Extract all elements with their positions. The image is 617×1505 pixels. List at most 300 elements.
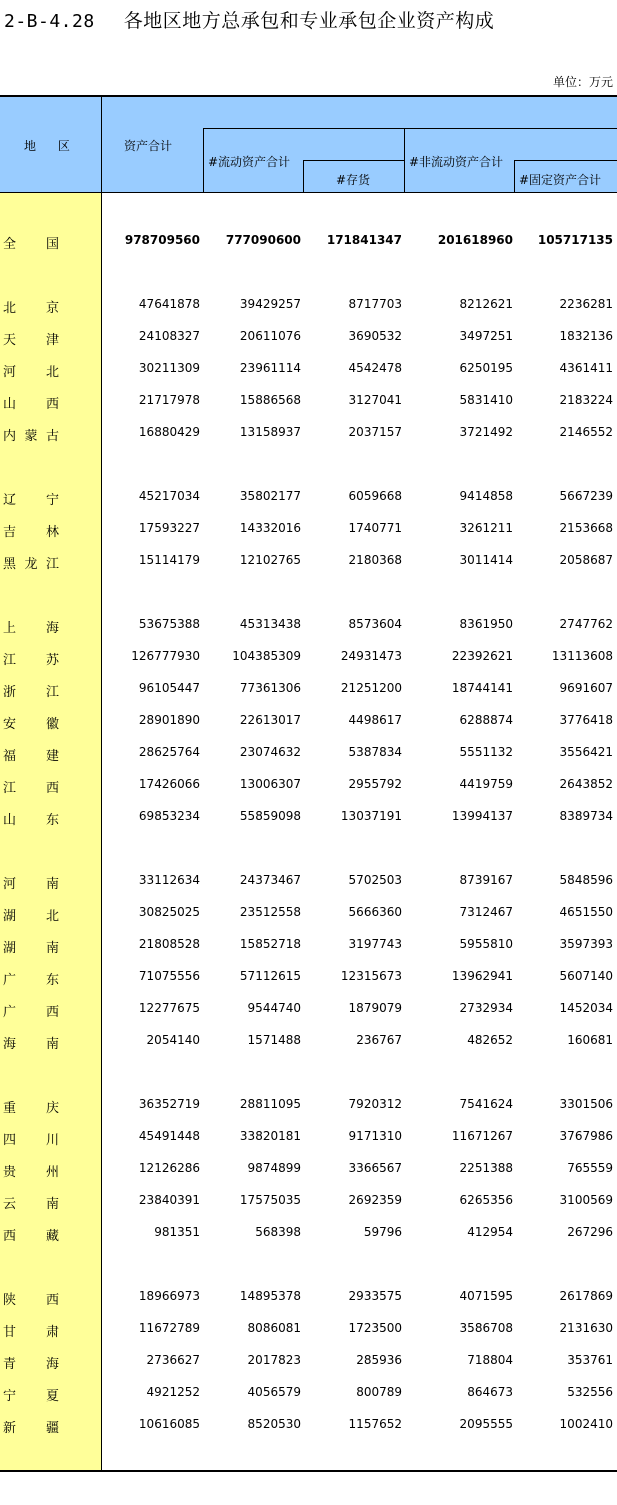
current-assets-cell: 23961114 [239, 361, 301, 375]
region-name [3, 809, 59, 828]
region-name [3, 713, 59, 732]
region-char: 河 [3, 365, 17, 380]
inventory-cell: 2037157 [348, 425, 402, 439]
inventory-cell: 1157652 [348, 1417, 402, 1431]
header-current-assets: #流动资产合计 [208, 155, 291, 169]
current-assets-cell: 568398 [255, 1225, 301, 1239]
noncurrent-assets-cell: 18744141 [451, 681, 513, 695]
region-char: 东 [45, 813, 59, 828]
table-code: 2-B-4.28 [4, 11, 95, 32]
noncurrent-assets-cell: 5551132 [459, 745, 513, 759]
table-row [0, 937, 617, 957]
header-divider [514, 160, 515, 192]
inventory-cell: 4542478 [348, 361, 402, 375]
region-char: 云 [3, 1197, 17, 1212]
region-char: 川 [45, 1133, 59, 1148]
table-row [0, 1033, 617, 1053]
current-assets-cell: 15852718 [239, 937, 301, 951]
current-assets-cell: 39429257 [239, 297, 301, 311]
region-char: 内 [3, 429, 17, 444]
region-char: 重 [3, 1101, 17, 1116]
current-assets-cell: 22613017 [239, 713, 301, 727]
region-char: 陕 [3, 1293, 17, 1308]
fixed-assets-cell: 353761 [567, 1353, 613, 1367]
region-name [3, 777, 59, 796]
fixed-assets-cell: 5607140 [559, 969, 613, 983]
current-assets-cell: 23512558 [239, 905, 301, 919]
region-char: 南 [45, 941, 59, 956]
region-char: 北 [3, 301, 17, 316]
region-char: 宁 [45, 493, 59, 508]
total-assets-cell: 45217034 [138, 489, 200, 503]
total-assets-cell: 15114179 [138, 553, 200, 567]
region-name [3, 1417, 59, 1436]
fixed-assets-cell: 765559 [567, 1161, 613, 1175]
noncurrent-assets-cell: 3721492 [459, 425, 513, 439]
table-row [0, 553, 617, 573]
region-name [3, 969, 59, 988]
table-row [0, 649, 617, 669]
inventory-cell: 2692359 [348, 1193, 402, 1207]
inventory-cell: 3127041 [348, 393, 402, 407]
table-row [0, 297, 617, 317]
total-assets-cell: 30211309 [138, 361, 200, 375]
header-fixed-assets: #固定资产合计 [519, 173, 602, 187]
table-row [0, 1193, 617, 1213]
region-char: 甘 [3, 1325, 17, 1340]
inventory-cell: 9171310 [348, 1129, 402, 1143]
fixed-assets-cell: 3100569 [559, 1193, 613, 1207]
region-char: 肃 [45, 1325, 59, 1340]
region-name [3, 297, 59, 316]
inventory-cell: 3197743 [348, 937, 402, 951]
total-assets-cell: 28901890 [138, 713, 200, 727]
bottom-border [0, 1470, 617, 1472]
current-assets-cell: 8086081 [247, 1321, 301, 1335]
current-assets-cell: 45313438 [239, 617, 301, 631]
region-char: 南 [45, 1197, 59, 1212]
fixed-assets-cell: 2643852 [559, 777, 613, 791]
current-assets-cell: 2017823 [247, 1353, 301, 1367]
inventory-cell: 13037191 [340, 809, 402, 823]
region-char: 龙 [24, 557, 38, 572]
current-assets-cell: 57112615 [239, 969, 301, 983]
current-assets-cell: 13006307 [239, 777, 301, 791]
total-assets-cell: 23840391 [138, 1193, 200, 1207]
table-row [0, 809, 617, 829]
inventory-cell: 12315673 [340, 969, 402, 983]
region-char: 林 [45, 525, 59, 540]
fixed-assets-cell: 3301506 [559, 1097, 613, 1111]
inventory-cell: 236767 [356, 1033, 402, 1047]
header-noncurrent-assets: #非流动资产合计 [409, 155, 504, 169]
region-char: 南 [45, 1037, 59, 1052]
header-divider [203, 128, 204, 192]
total-assets-cell: 11672789 [138, 1321, 200, 1335]
total-assets-cell: 71075556 [138, 969, 200, 983]
current-assets-cell: 9544740 [247, 1001, 301, 1015]
current-assets-cell: 28811095 [239, 1097, 301, 1111]
noncurrent-assets-cell: 201618960 [437, 233, 513, 247]
current-assets-cell: 9874899 [247, 1161, 301, 1175]
region-name [3, 1385, 59, 1404]
region-char: 北 [45, 909, 59, 924]
current-assets-cell: 4056579 [247, 1385, 301, 1399]
region-name [3, 1321, 59, 1340]
region-name [3, 1289, 59, 1308]
region-name [3, 745, 59, 764]
region-char: 吉 [3, 525, 17, 540]
fixed-assets-cell: 2058687 [559, 553, 613, 567]
inventory-cell: 2180368 [348, 553, 402, 567]
region-name [3, 681, 59, 700]
fixed-assets-cell: 13113608 [551, 649, 613, 663]
region-char: 西 [45, 781, 59, 796]
noncurrent-assets-cell: 482652 [467, 1033, 513, 1047]
total-assets-cell: 2054140 [146, 1033, 200, 1047]
table-row [0, 1129, 617, 1149]
noncurrent-assets-cell: 864673 [467, 1385, 513, 1399]
fixed-assets-cell: 2617869 [559, 1289, 613, 1303]
noncurrent-assets-cell: 9414858 [459, 489, 513, 503]
inventory-cell: 285936 [356, 1353, 402, 1367]
fixed-assets-cell: 3776418 [559, 713, 613, 727]
current-assets-cell: 14895378 [239, 1289, 301, 1303]
noncurrent-assets-cell: 7312467 [459, 905, 513, 919]
noncurrent-assets-cell: 3011414 [459, 553, 513, 567]
top-border [0, 95, 617, 97]
region-name [3, 617, 59, 636]
noncurrent-assets-cell: 4071595 [459, 1289, 513, 1303]
fixed-assets-cell: 105717135 [537, 233, 613, 247]
region-name [3, 1161, 59, 1180]
header-divider [514, 160, 617, 161]
region-char: 江 [3, 653, 17, 668]
region-char: 安 [3, 717, 17, 732]
region-name [3, 489, 59, 508]
fixed-assets-cell: 4651550 [559, 905, 613, 919]
region-char: 辽 [3, 493, 17, 508]
noncurrent-assets-cell: 7541624 [459, 1097, 513, 1111]
inventory-cell: 5702503 [348, 873, 402, 887]
region-char: 南 [45, 877, 59, 892]
current-assets-cell: 20611076 [239, 329, 301, 343]
region-char: 江 [45, 557, 59, 572]
fixed-assets-cell: 2236281 [559, 297, 613, 311]
region-char: 上 [3, 621, 17, 636]
fixed-assets-cell: 2153668 [559, 521, 613, 535]
inventory-cell: 5387834 [348, 745, 402, 759]
total-assets-cell: 45491448 [138, 1129, 200, 1143]
region-char: 四 [3, 1133, 17, 1148]
region-char: 湖 [3, 909, 17, 924]
header-divider [203, 128, 617, 129]
noncurrent-assets-cell: 8739167 [459, 873, 513, 887]
inventory-cell: 8717703 [348, 297, 402, 311]
current-assets-cell: 1571488 [247, 1033, 301, 1047]
noncurrent-assets-cell: 5955810 [459, 937, 513, 951]
noncurrent-assets-cell: 718804 [467, 1353, 513, 1367]
region-char: 山 [3, 397, 17, 412]
fixed-assets-cell: 2183224 [559, 393, 613, 407]
total-assets-cell: 12126286 [138, 1161, 200, 1175]
table-row-total [0, 233, 617, 253]
table-row [0, 1417, 617, 1437]
region-char: 海 [45, 621, 59, 636]
total-assets-cell: 4921252 [146, 1385, 200, 1399]
fixed-assets-cell: 3767986 [559, 1129, 613, 1143]
inventory-cell: 1879079 [348, 1001, 402, 1015]
current-assets-cell: 77361306 [239, 681, 301, 695]
noncurrent-assets-cell: 3261211 [459, 521, 513, 535]
noncurrent-assets-cell: 3497251 [459, 329, 513, 343]
inventory-cell: 24931473 [340, 649, 402, 663]
current-assets-cell: 15886568 [239, 393, 301, 407]
region-name [3, 425, 59, 444]
region-char: 海 [45, 1357, 59, 1372]
noncurrent-assets-cell: 3586708 [459, 1321, 513, 1335]
current-assets-cell: 14332016 [239, 521, 301, 535]
table-row [0, 905, 617, 925]
fixed-assets-cell: 1452034 [559, 1001, 613, 1015]
noncurrent-assets-cell: 5831410 [459, 393, 513, 407]
table-row [0, 1289, 617, 1309]
fixed-assets-cell: 3556421 [559, 745, 613, 759]
fixed-assets-cell: 2747762 [559, 617, 613, 631]
inventory-cell: 2955792 [348, 777, 402, 791]
total-assets-cell: 12277675 [138, 1001, 200, 1015]
region-name [3, 361, 59, 380]
table-row [0, 329, 617, 349]
table-row [0, 777, 617, 797]
total-assets-cell: 16880429 [138, 425, 200, 439]
fixed-assets-cell: 2146552 [559, 425, 613, 439]
region-name [3, 1001, 59, 1020]
current-assets-cell: 17575035 [239, 1193, 301, 1207]
total-assets-cell: 2736627 [146, 1353, 200, 1367]
inventory-cell: 8573604 [348, 617, 402, 631]
table-row [0, 1161, 617, 1181]
total-assets-cell: 53675388 [138, 617, 200, 631]
total-assets-cell: 69853234 [138, 809, 200, 823]
fixed-assets-cell: 5667239 [559, 489, 613, 503]
total-assets-cell: 126777930 [131, 649, 200, 663]
table-row [0, 425, 617, 445]
region-name [3, 1129, 59, 1148]
inventory-cell: 3690532 [348, 329, 402, 343]
region-char: 河 [3, 877, 17, 892]
region-name [3, 1097, 59, 1116]
total-assets-cell: 18966973 [138, 1289, 200, 1303]
region-char: 津 [45, 333, 59, 348]
total-assets-cell: 17426066 [138, 777, 200, 791]
inventory-cell: 800789 [356, 1385, 402, 1399]
total-assets-cell: 10616085 [138, 1417, 200, 1431]
inventory-cell: 7920312 [348, 1097, 402, 1111]
current-assets-cell: 12102765 [239, 553, 301, 567]
region-char: 山 [3, 813, 17, 828]
region-char: 庆 [45, 1101, 59, 1116]
fixed-assets-cell: 8389734 [559, 809, 613, 823]
table-row [0, 681, 617, 701]
current-assets-cell: 777090600 [225, 233, 301, 247]
fixed-assets-cell: 532556 [567, 1385, 613, 1399]
region-name [3, 521, 59, 540]
fixed-assets-cell: 4361411 [559, 361, 613, 375]
table-row [0, 1097, 617, 1117]
current-assets-cell: 33820181 [239, 1129, 301, 1143]
region-char: 海 [3, 1037, 17, 1052]
region-char: 疆 [45, 1421, 59, 1436]
region-char: 全 [3, 237, 17, 252]
header-total-assets: 资产合计 [124, 139, 173, 153]
noncurrent-assets-cell: 4419759 [459, 777, 513, 791]
region-char: 古 [45, 429, 59, 444]
current-assets-cell: 55859098 [239, 809, 301, 823]
region-char: 西 [45, 1293, 59, 1308]
total-assets-cell: 21717978 [138, 393, 200, 407]
region-name [3, 1353, 59, 1372]
region-char: 广 [3, 1005, 17, 1020]
table-row [0, 1001, 617, 1021]
noncurrent-assets-cell: 22392621 [451, 649, 513, 663]
noncurrent-assets-cell: 2095555 [459, 1417, 513, 1431]
inventory-cell: 5666360 [348, 905, 402, 919]
region-name [3, 905, 59, 924]
current-assets-cell: 24373467 [239, 873, 301, 887]
region-char: 宁 [3, 1389, 17, 1404]
region-char: 国 [45, 237, 59, 252]
region-char: 新 [3, 1421, 17, 1436]
region-char: 江 [45, 685, 59, 700]
table-row [0, 873, 617, 893]
table-row [0, 361, 617, 381]
total-assets-cell: 981351 [154, 1225, 200, 1239]
table-row [0, 393, 617, 413]
noncurrent-assets-cell: 8361950 [459, 617, 513, 631]
region-char: 西 [45, 397, 59, 412]
current-assets-cell: 8520530 [247, 1417, 301, 1431]
total-assets-cell: 30825025 [138, 905, 200, 919]
total-assets-cell: 28625764 [138, 745, 200, 759]
header-divider [303, 160, 304, 192]
table-row [0, 489, 617, 509]
region-char: 京 [45, 301, 59, 316]
inventory-cell: 59796 [363, 1225, 402, 1239]
noncurrent-assets-cell: 2251388 [459, 1161, 513, 1175]
total-assets-cell: 17593227 [138, 521, 200, 535]
region-column [0, 192, 101, 1470]
header-divider [404, 128, 405, 192]
region-name [3, 553, 59, 572]
region-name [3, 649, 59, 668]
current-assets-cell: 23074632 [239, 745, 301, 759]
noncurrent-assets-cell: 6288874 [459, 713, 513, 727]
noncurrent-assets-cell: 412954 [467, 1225, 513, 1239]
noncurrent-assets-cell: 13994137 [451, 809, 513, 823]
inventory-cell: 171841347 [326, 233, 402, 247]
current-assets-cell: 104385309 [232, 649, 301, 663]
table-title: 各地区地方总承包和专业承包企业资产构成 [123, 10, 495, 32]
noncurrent-assets-cell: 6250195 [459, 361, 513, 375]
fixed-assets-cell: 5848596 [559, 873, 613, 887]
region-char: 青 [3, 1357, 17, 1372]
region-name [3, 393, 59, 412]
inventory-cell: 21251200 [340, 681, 402, 695]
total-assets-cell: 33112634 [138, 873, 200, 887]
fixed-assets-cell: 267296 [567, 1225, 613, 1239]
total-assets-cell: 978709560 [124, 233, 200, 247]
header-bottom-border [0, 192, 617, 193]
region-char: 东 [45, 973, 59, 988]
total-assets-cell: 36352719 [138, 1097, 200, 1111]
region-char: 天 [3, 333, 17, 348]
fixed-assets-cell: 2131630 [559, 1321, 613, 1335]
region-char: 广 [3, 973, 17, 988]
table-row [0, 713, 617, 733]
inventory-cell: 2933575 [348, 1289, 402, 1303]
noncurrent-assets-cell: 2732934 [459, 1001, 513, 1015]
table-row [0, 969, 617, 989]
noncurrent-assets-cell: 8212621 [459, 297, 513, 311]
header-divider [303, 160, 404, 161]
inventory-cell: 1740771 [348, 521, 402, 535]
region-name [3, 1193, 59, 1212]
total-assets-cell: 21808528 [138, 937, 200, 951]
table-row [0, 1225, 617, 1245]
region-name [3, 873, 59, 892]
region-char: 西 [45, 1005, 59, 1020]
current-assets-cell: 35802177 [239, 489, 301, 503]
region-name [3, 329, 59, 348]
region-char: 徽 [45, 717, 59, 732]
region-char: 苏 [45, 653, 59, 668]
fixed-assets-cell: 160681 [567, 1033, 613, 1047]
region-char: 浙 [3, 685, 17, 700]
region-char: 江 [3, 781, 17, 796]
table-row [0, 1385, 617, 1405]
total-assets-cell: 24108327 [138, 329, 200, 343]
header-region: 地 区 [24, 139, 70, 153]
inventory-cell: 1723500 [348, 1321, 402, 1335]
fixed-assets-cell: 9691607 [559, 681, 613, 695]
region-char: 夏 [45, 1389, 59, 1404]
total-assets-cell: 96105447 [138, 681, 200, 695]
table-row [0, 1353, 617, 1373]
total-assets-cell: 47641878 [138, 297, 200, 311]
noncurrent-assets-cell: 6265356 [459, 1193, 513, 1207]
current-assets-cell: 13158937 [239, 425, 301, 439]
region-name [3, 937, 59, 956]
header-inventory: #存货 [336, 173, 371, 187]
unit-label: 单位：万元 [552, 75, 613, 89]
page-title [4, 6, 494, 33]
region-char: 北 [45, 365, 59, 380]
noncurrent-assets-cell: 13962941 [451, 969, 513, 983]
region-char: 福 [3, 749, 17, 764]
table-row [0, 521, 617, 541]
inventory-cell: 3366567 [348, 1161, 402, 1175]
region-name [3, 233, 59, 252]
region-char: 西 [3, 1229, 17, 1244]
table-row [0, 745, 617, 765]
region-char: 蒙 [24, 429, 38, 444]
fixed-assets-cell: 1002410 [559, 1417, 613, 1431]
table-row [0, 617, 617, 637]
region-char: 州 [45, 1165, 59, 1180]
region-name [3, 1225, 59, 1244]
fixed-assets-cell: 1832136 [559, 329, 613, 343]
